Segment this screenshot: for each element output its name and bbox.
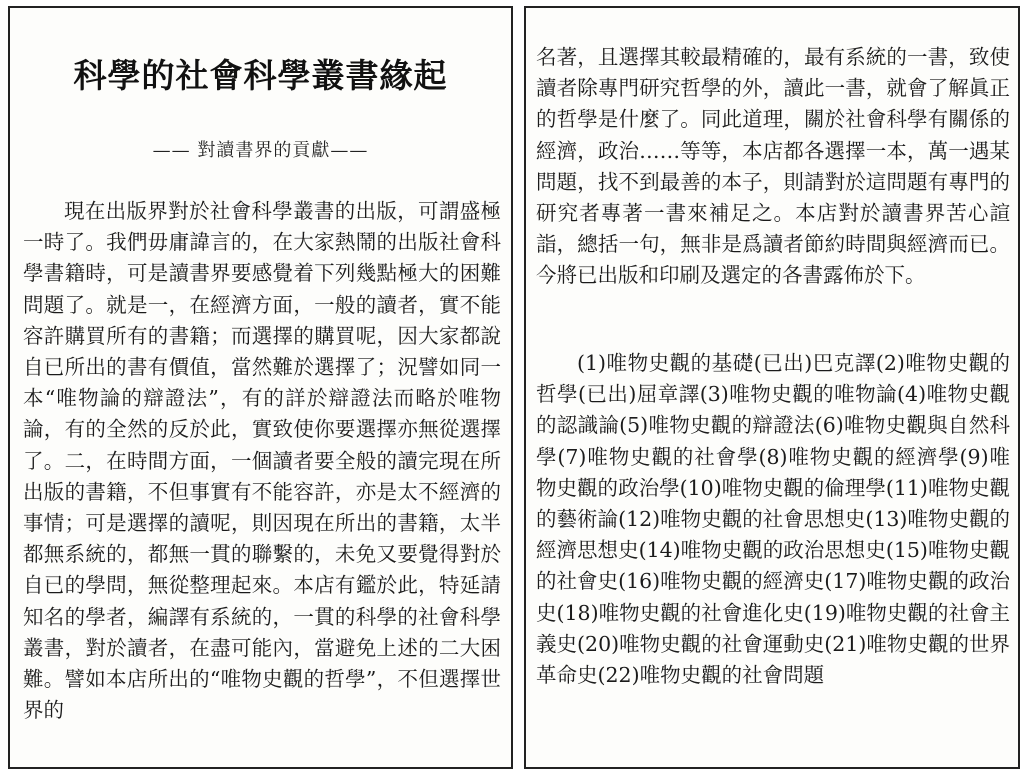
right-page [524, 6, 1020, 769]
right-intro-text [536, 42, 1010, 292]
right-intro-paragraph: 名著，且選擇其較最精確的，最有系統的一書，致使讀者除專門研究哲學的外，讀此一書，就會了解眞正的哲學是什麼了。同此道理，關於社會科學有關係的經濟，政治……等等，本店都各選擇一本，萬一遇某問題，找不到最善的本子，則請對於這問題有專門的研究者專著一書來補足之。本店對於讀書界苦心諠詣，總括一句，無非是爲讀者節約時間與經濟而已。今將已出版和印刷及選定的各書露佈於下。 [536, 45, 1010, 288]
left-body-paragraph: 現在出版界對於社會科學叢書的出版，可謂盛極一時了。我們毋庸諱言的，在大家熱鬧的出版社會科學書籍時，可是讀書界要感覺着下列幾點極大的困難問題了。就是一，在經濟方面，一般的讀者，實不能容許購買所有的書籍；而選擇的購買呢，因大家都說自已所出的書有價值，當然難於選擇了；況譬如同一本“唯物論的辯證法”，有的詳於辯證法而略於唯物論，有的全然的反於此，實致使你要選擇亦無從選擇了。二，在時間方面，一個讀者要全般的讀完現在所出版的書籍，不但事實有不能容許，亦是太不經濟的事情；可是選擇的讀呢，則因現在所出的書籍，太半都無系統的，都無一貫的聯繫的，未免又要覺得對於自已的學問，無從整理起來。本店有鑑於此，特延請知名的學者，編譯有系統的，一貫的科學的社會科學叢書，對於讀者，在盡可能內，當避免上述的二大困難。譬如本店所出的“唯物史觀的哲學”，不但選擇世界的 [23, 199, 501, 723]
document-title: 科學的社會科學叢書緣起 [73, 56, 448, 95]
left-page [8, 6, 513, 769]
book-list-paragraph: (1)唯物史觀的基礎(已出)巴克譯(2)唯物史觀的哲學(已出)屈章譯(3)唯物史觀的唯物論(4)唯物史觀的認識論(5)唯物史觀的辯證法(6)唯物史觀與自然科學(7)唯物史觀的社會學(8)唯物史觀的經濟學(9)唯物史觀的政治學(10)唯物史觀的倫理學(11)唯物史觀的藝術論(12)唯物史觀的社會思想史(13)唯物史觀的經濟思想史(14)唯物史觀的政治思想史(15)唯物史觀的社會史(16)唯物史觀的經濟史(17)唯物史觀的政治史(18)唯物史觀的社會進化史(19)唯物史觀的社會主義史(20)唯物史觀的社會運動史(21)唯物史觀的世界革命史(22)唯物史觀的社會問題 [536, 351, 1010, 688]
left-body-text [23, 196, 501, 726]
book-list [536, 348, 1010, 691]
document-subtitle: —— 對讀書界的貢獻—— [152, 140, 369, 161]
